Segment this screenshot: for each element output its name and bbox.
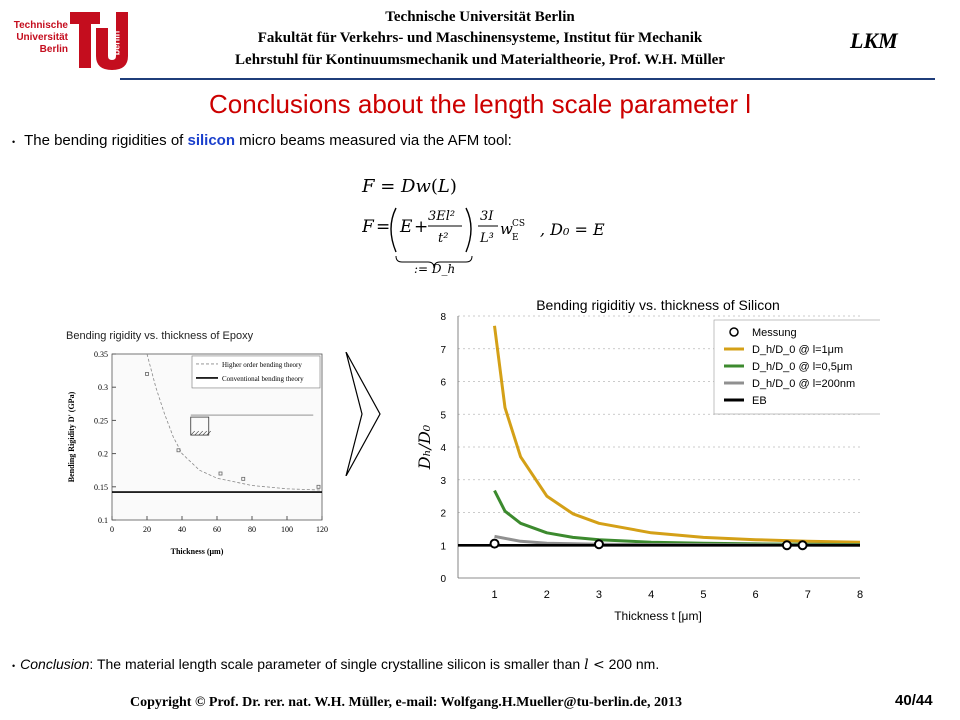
page-number: [895, 692, 933, 709]
legend-label: D_h/D_0 @ l=0,5μm: [752, 361, 853, 373]
svg-text:=: =: [376, 217, 391, 237]
legend-label: Conventional bending theory: [222, 374, 304, 383]
svg-text:3I: 3I: [480, 209, 494, 224]
bullet-dot: •: [12, 661, 21, 671]
header-university: Technische Universität Berlin: [385, 9, 575, 25]
legend-marker: [730, 328, 738, 336]
legend-label: D_h/D_0 @ l=1μm: [752, 344, 844, 356]
footer-copyright: Copyright © Prof. Dr. rer. nat. W.H. Müller, e-mail: Wolfgang.H.Mueller@tu-berlin.de, 2013: [130, 695, 682, 710]
x-tick-label: 6: [752, 589, 759, 601]
logo-text-line: Universität: [16, 32, 68, 43]
data-point: [799, 541, 807, 549]
bullet-dot: •: [12, 137, 21, 147]
svg-text:F: F: [362, 217, 374, 237]
bullet-1-pre: The bending rigidities of: [24, 132, 188, 149]
bullet-1-post: micro beams measured via the AFM tool:: [235, 132, 512, 149]
y-tick-label: 1: [440, 541, 446, 553]
conclusion-value: 200 nm.: [604, 656, 660, 672]
bullet-1-highlight: silicon: [187, 132, 236, 149]
x-tick-label: 20: [143, 525, 151, 534]
y-tick-label: 0: [440, 574, 446, 585]
y-tick-label: 6: [440, 377, 446, 389]
logo-text-line: Technische: [13, 20, 68, 31]
x-tick-label: 8: [856, 589, 864, 601]
silicon-chart: [400, 296, 880, 636]
lkm-logo: LKM: [850, 28, 898, 53]
conclusion-label: Conclusion: [20, 656, 90, 672]
x-axis-label: Thickness t [μm]: [614, 609, 702, 623]
svg-text:3El²: 3El²: [428, 209, 456, 224]
header-faculty: Fakultät für Verkehrs- und Maschinensysteme, Institut für Mechanik: [257, 30, 703, 46]
y-tick-label: 0.15: [94, 482, 108, 492]
formula-2: [362, 204, 662, 280]
x-tick-label: 1: [491, 589, 498, 601]
formula-2-svg: [362, 204, 662, 280]
epoxy-caption: Bending rigidity vs. thickness of Epoxy: [66, 330, 254, 342]
y-tick-label: 0.1: [98, 516, 108, 525]
legend-label: Messung: [752, 327, 797, 339]
x-tick-label: 0: [110, 525, 114, 534]
conclusion-line: [12, 656, 659, 673]
x-axis-label: Thickness (μm): [170, 547, 224, 556]
legend-label: D_h/D_0 @ l=200nm: [752, 378, 856, 390]
conclusion-text: : The material length scale parameter of single crystalline silicon is smaller than: [89, 656, 585, 672]
x-tick-label: 80: [248, 525, 256, 534]
svg-text:E: E: [512, 233, 519, 243]
y-axis-label: Dₕ/D₀: [415, 424, 434, 470]
x-tick-label: 5: [700, 589, 707, 601]
y-tick-label: 3: [440, 475, 446, 487]
conclusion-math: l <: [584, 657, 605, 673]
chart-title: Bending rigiditiy vs. thickness of Silicon: [536, 297, 780, 313]
x-tick-label: 40: [178, 525, 186, 534]
epoxy-chart: [60, 346, 336, 576]
y-tick-label: 7: [440, 344, 446, 356]
y-tick-label: 0.3: [98, 383, 108, 393]
y-tick-label: 0.2: [98, 449, 108, 459]
header-chair: Lehrstuhl für Kontinuumsmechanik und Materialtheorie, Prof. W.H. Müller: [235, 52, 725, 68]
data-point: [595, 540, 603, 548]
legend-label: Higher order bending theory: [222, 360, 302, 369]
arrow-icon: [344, 352, 384, 476]
data-point: [783, 541, 791, 549]
underbrace-label: := D_h: [414, 262, 456, 276]
logo-vertical-text: berlin: [111, 30, 122, 56]
y-tick-label: 4: [440, 443, 446, 454]
svg-text:w: w: [500, 220, 513, 238]
x-tick-label: 120: [316, 525, 328, 534]
logo-text: [10, 20, 68, 56]
svg-text:L³: L³: [480, 231, 494, 246]
y-tick-label: 2: [440, 508, 446, 520]
formula-1: F = Dw(L): [362, 176, 457, 197]
y-tick-label: 5: [440, 410, 446, 422]
x-tick-label: 7: [804, 589, 811, 601]
y-tick-label: 0.35: [94, 350, 108, 359]
svg-text:+: +: [414, 217, 429, 237]
page-total: /44: [911, 692, 933, 709]
x-tick-label: 3: [595, 589, 603, 601]
slide-title: Conclusions about the length scale parameter l: [209, 89, 751, 119]
x-tick-label: 2: [543, 589, 550, 601]
y-tick-label: 8: [440, 312, 446, 323]
page-current: 40: [895, 692, 912, 709]
logo-text-line: Berlin: [39, 44, 68, 55]
x-tick-label: 60: [213, 525, 221, 534]
bullet-1: [12, 132, 512, 149]
x-tick-label: 4: [648, 589, 655, 601]
svg-text:E: E: [400, 217, 413, 237]
formula-2-d0: , D₀ = E: [540, 220, 605, 239]
header-rule: [120, 78, 935, 80]
data-point: [491, 540, 499, 548]
y-tick-label: 0.25: [94, 416, 108, 426]
x-tick-label: 100: [281, 525, 293, 534]
svg-text:CS: CS: [512, 219, 526, 229]
legend-label: EB: [752, 395, 767, 407]
y-axis-label: Bending Rigidity D' (GPa): [67, 391, 76, 483]
svg-text:t²: t²: [438, 231, 449, 246]
